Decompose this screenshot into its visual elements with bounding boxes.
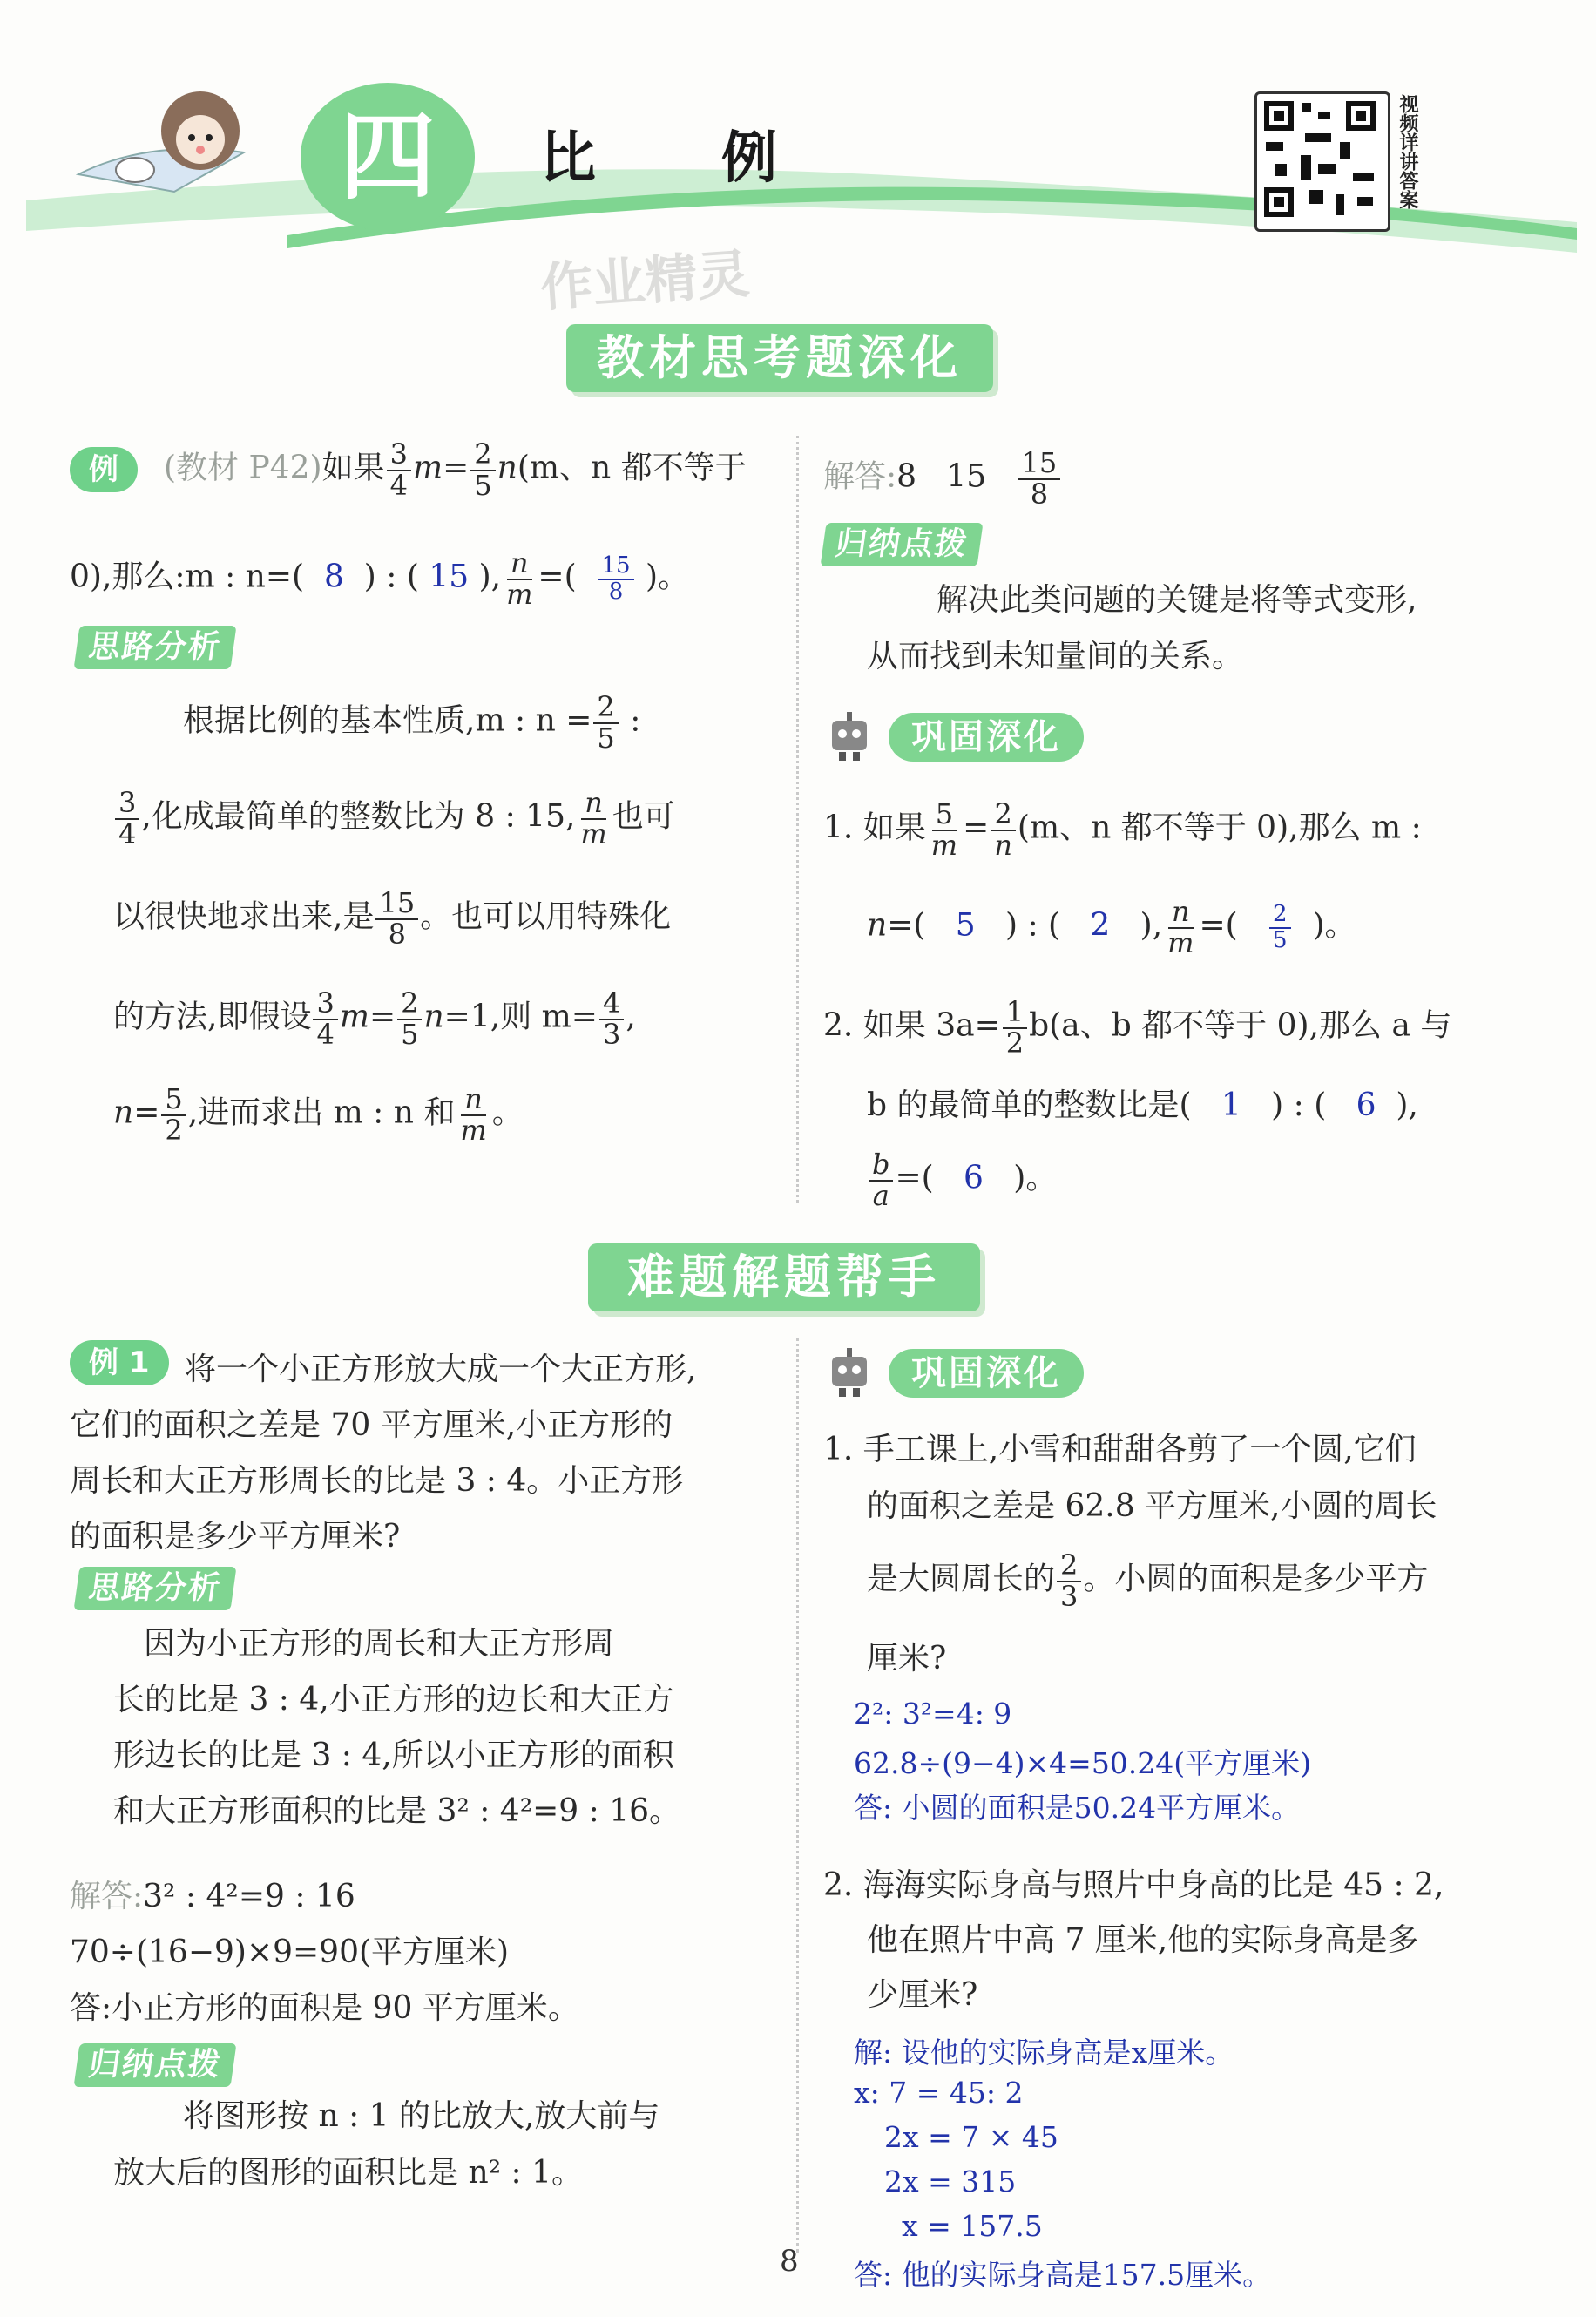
consolidate-q2-line-2: b 的最简单的整数比是( 1 ) : ( 6 ), bbox=[867, 1087, 1418, 1123]
example-1-line-3: 周长和大正方形周长的比是 3 : 4。小正方形 bbox=[70, 1463, 684, 1499]
q2-answer-1: 解: 设他的实际身高是x厘米。 bbox=[854, 2036, 1234, 2070]
think-line-5: n= $\frac{5}{2}$ ,进而求出 m : n 和 $\frac{n}{m}$ 。 bbox=[113, 1082, 524, 1147]
example-text-2: (m、n 都不等于 bbox=[517, 450, 747, 486]
consolidate-q2-line-3: $\frac{b}{a}$ =( 6 )。 bbox=[867, 1150, 1057, 1210]
consolidate-q2-line-1 bbox=[823, 995, 1452, 1060]
chapter-title: 比 例 bbox=[540, 126, 812, 191]
fraction: $\frac{n}{m}$ bbox=[460, 1082, 487, 1147]
fraction: $\frac{1}{2}$ bbox=[1003, 998, 1027, 1058]
q1-line-3 bbox=[867, 1548, 1429, 1613]
fraction: $\frac{2}{n}$ bbox=[991, 800, 1016, 860]
watermark: 作业精灵 bbox=[538, 243, 752, 320]
think-text: 以很快地求出来,是 bbox=[113, 898, 375, 935]
think-text: ,化成最简单的整数比为 8 : 15, bbox=[141, 798, 576, 835]
example-1-line-4: 的面积是多少平方厘米? bbox=[70, 1519, 401, 1555]
fraction: $\frac{2}{5}$ bbox=[397, 989, 422, 1049]
example-1-line-2: 它们的面积之差是 70 平方厘米,小正方形的 bbox=[70, 1407, 673, 1443]
q1-line-1: 1. 手工课上,小雪和甜甜各剪了一个圆,它们 bbox=[823, 1432, 1417, 1467]
fraction: $\frac{3}{4}$ bbox=[313, 989, 337, 1049]
fraction-n-m: $\frac{n}{m}$ bbox=[506, 546, 533, 611]
column-divider-1 bbox=[796, 436, 799, 1203]
think2-line-3: 形边长的比是 3 : 4,所以小正方形的面积 bbox=[113, 1738, 674, 1773]
q2-answer-4: 2x = 315 bbox=[884, 2165, 1017, 2198]
summary-line-2: 从而找到未知量间的关系。 bbox=[867, 639, 1244, 674]
fraction: $\frac{4}{3}$ bbox=[599, 989, 624, 1049]
q1-text: 。小圆的面积是多少平方 bbox=[1083, 1561, 1429, 1597]
think-line-1: 根据比例的基本性质,m : n = $\frac{2}{5}$ : bbox=[183, 690, 641, 755]
think-label-2: 思路分析 bbox=[73, 1567, 236, 1610]
summary-label-2: 归纳点拨 bbox=[73, 2043, 236, 2087]
page-number: 8 bbox=[780, 2244, 799, 2279]
q2-text: b 的最简单的整数比是( bbox=[867, 1087, 1192, 1123]
answer-num: 2 bbox=[1269, 903, 1291, 928]
summary2-line-1: 将图形按 n : 1 的比放大,放大前与 bbox=[183, 2098, 660, 2134]
q2-answer-3: 2x = 7 × 45 bbox=[884, 2120, 1058, 2154]
q1-text: 是大圆周长的 bbox=[867, 1561, 1056, 1597]
think-text: 的方法,即假设 bbox=[113, 999, 312, 1035]
answer-ratio-m: 8 bbox=[323, 559, 344, 595]
answer-ratio-n: 15 bbox=[429, 559, 470, 595]
q1-answer-2: 62.8÷(9−4)×4=50.24(平方厘米) bbox=[854, 1746, 1312, 1780]
solution-label: 解答: bbox=[70, 1879, 144, 1914]
solution-value: 8 bbox=[896, 458, 917, 495]
q2-line-2: 他在照片中高 7 厘米,他的实际身高是多 bbox=[867, 1922, 1419, 1958]
solution2-line-1 bbox=[70, 1872, 355, 1916]
example-line-2: 0),那么:m : n=( 8 ) : ( 15 ), $\frac{n}{m}$ =( $\frac{15}{8}$ )。 bbox=[70, 546, 690, 611]
think2-line-1: 因为小正方形的周长和大正方形周 bbox=[144, 1626, 615, 1662]
answer: 6 bbox=[964, 1160, 984, 1196]
think-label-1: 思路分析 bbox=[73, 626, 236, 669]
answer: 1 bbox=[1221, 1087, 1241, 1123]
answer: 2 bbox=[1090, 907, 1111, 944]
solution-line-1 bbox=[823, 446, 1062, 511]
fraction: $\frac{15}{8}$ bbox=[375, 889, 418, 949]
fraction: $\frac{5}{m}$ bbox=[930, 797, 958, 862]
example-source: (教材 P42) bbox=[164, 450, 322, 486]
fraction-2-5: $\frac{2}{5}$ bbox=[470, 440, 495, 500]
answer: 5 bbox=[955, 907, 976, 944]
fraction: $\frac{3}{4}$ bbox=[115, 789, 139, 849]
q1-line-4: 厘米? bbox=[867, 1641, 947, 1677]
q2-line-3: 少厘米? bbox=[867, 1977, 978, 2013]
think-line-4: 的方法,即假设 $\frac{3}{4}$ m= $\frac{2}{5}$ n=1,则 m= $\frac{4}{3}$ , bbox=[113, 986, 636, 1051]
q1-answer-3: 答: 小圆的面积是50.24平方厘米。 bbox=[854, 1791, 1301, 1825]
consolidate-q1-line-2: n=( 5 ) : ( 2 ), $\frac{n}{m}$ =( $\frac{2}{5}$ )。 bbox=[867, 895, 1356, 959]
qr-caption: 视频详讲答案 bbox=[1396, 94, 1418, 209]
q2-answer-5: x = 157.5 bbox=[902, 2209, 1043, 2243]
q2-line-1: 2. 海海实际身高与照片中身高的比是 45 : 2, bbox=[823, 1867, 1444, 1903]
example-1-tag: 例 1 bbox=[70, 1340, 169, 1385]
example-tag: 例 bbox=[70, 447, 138, 492]
section-banner-textbook: 教材思考题深化 bbox=[566, 324, 993, 392]
example-1-line-1: 将一个小正方形放大成一个大正方形, bbox=[185, 1352, 697, 1387]
fraction: $\frac{2}{5}$ bbox=[593, 693, 618, 753]
fraction: $\frac{n}{m}$ bbox=[1167, 895, 1194, 959]
solution2-line-3: 答:小正方形的面积是 90 平方厘米。 bbox=[70, 1990, 579, 2026]
example-text-3: 0),那么:m : n=( bbox=[70, 559, 305, 595]
consolidate-label-2: 巩固深化 bbox=[889, 1349, 1084, 1398]
summary-line-1: 解决此类问题的关键是将等式变形, bbox=[937, 582, 1417, 618]
q2-text: 2. 如果 3a= bbox=[823, 1007, 1001, 1044]
consolidate-q1-line-1: 1. 如果 $\frac{5}{m}$ = $\frac{2}{n}$ (m、n 都不等于 0),那么 m : bbox=[823, 797, 1422, 862]
think2-line-4: 和大正方形面积的比是 3² : 4²=9 : 16。 bbox=[113, 1793, 681, 1829]
qr-code[interactable] bbox=[1254, 91, 1390, 232]
solution2-line-2: 70÷(16−9)×9=90(平方厘米) bbox=[70, 1934, 510, 1970]
q1-text: 1. 如果 bbox=[823, 810, 926, 846]
chapter-number-badge bbox=[301, 83, 475, 231]
answer-fraction bbox=[1269, 903, 1291, 952]
example-text-1: 如果 bbox=[321, 450, 385, 486]
q1-text: (m、n 都不等于 0),那么 m : bbox=[1017, 810, 1422, 846]
solution-text: 3² : 4²=9 : 16 bbox=[143, 1879, 355, 1914]
think2-line-2: 长的比是 3 : 4,小正方形的边长和大正方 bbox=[113, 1682, 674, 1717]
fraction: $\frac{b}{a}$ bbox=[869, 1150, 893, 1210]
chapter-number: 四 bbox=[340, 101, 436, 213]
robot-icon bbox=[823, 1346, 876, 1399]
fraction: $\frac{15}{8}$ bbox=[1018, 449, 1061, 509]
robot-icon bbox=[823, 710, 876, 762]
fraction-3-4: $\frac{3}{4}$ bbox=[387, 440, 411, 500]
summary-label-1: 归纳点拨 bbox=[820, 523, 983, 566]
column-divider-2 bbox=[796, 1338, 799, 2253]
think-text: 根据比例的基本性质,m : n = bbox=[183, 702, 592, 739]
fraction: $\frac{n}{m}$ bbox=[580, 786, 607, 850]
fraction: $\frac{5}{2}$ bbox=[161, 1085, 186, 1145]
answer: 6 bbox=[1356, 1087, 1376, 1123]
section-banner-hard: 难题解题帮手 bbox=[588, 1243, 980, 1311]
answer-n-over-m bbox=[598, 554, 634, 604]
consolidate-label-1: 巩固深化 bbox=[889, 713, 1084, 762]
think-text: ,进而求出 m : n 和 bbox=[187, 1094, 456, 1131]
q2-text: b(a、b 都不等于 0),那么 a 与 bbox=[1029, 1007, 1452, 1044]
solution-label: 解答: bbox=[823, 458, 897, 495]
think-text: 。也可以用特殊化 bbox=[420, 898, 672, 935]
solution-value: 15 bbox=[946, 458, 987, 495]
answer-num: 15 bbox=[598, 554, 634, 579]
think-text: 也可 bbox=[612, 798, 675, 835]
fraction: $\frac{2}{3}$ bbox=[1057, 1551, 1081, 1611]
think-line-2 bbox=[113, 786, 675, 850]
think-line-3 bbox=[113, 886, 672, 951]
example-line-1: (教材 P42)如果 $\frac{3}{4}$ m= $\frac{2}{5}$ n(m、n 都不等于 bbox=[164, 437, 747, 502]
q1-answer-1: 2²: 3²=4: 9 bbox=[854, 1697, 1012, 1731]
answer-den: 5 bbox=[1273, 926, 1288, 953]
summary2-line-2: 放大后的图形的面积比是 n² : 1。 bbox=[113, 2155, 583, 2191]
think-text: ,则 m= bbox=[490, 999, 598, 1035]
q2-answer-6: 答: 他的实际身高是157.5厘米。 bbox=[854, 2258, 1272, 2292]
q2-answer-2: x: 7 = 45: 2 bbox=[854, 2076, 1024, 2110]
answer-den: 8 bbox=[608, 578, 624, 605]
q1-line-2: 的面积之差是 62.8 平方厘米,小圆的周长 bbox=[867, 1488, 1437, 1524]
mascot-illustration bbox=[70, 70, 270, 218]
